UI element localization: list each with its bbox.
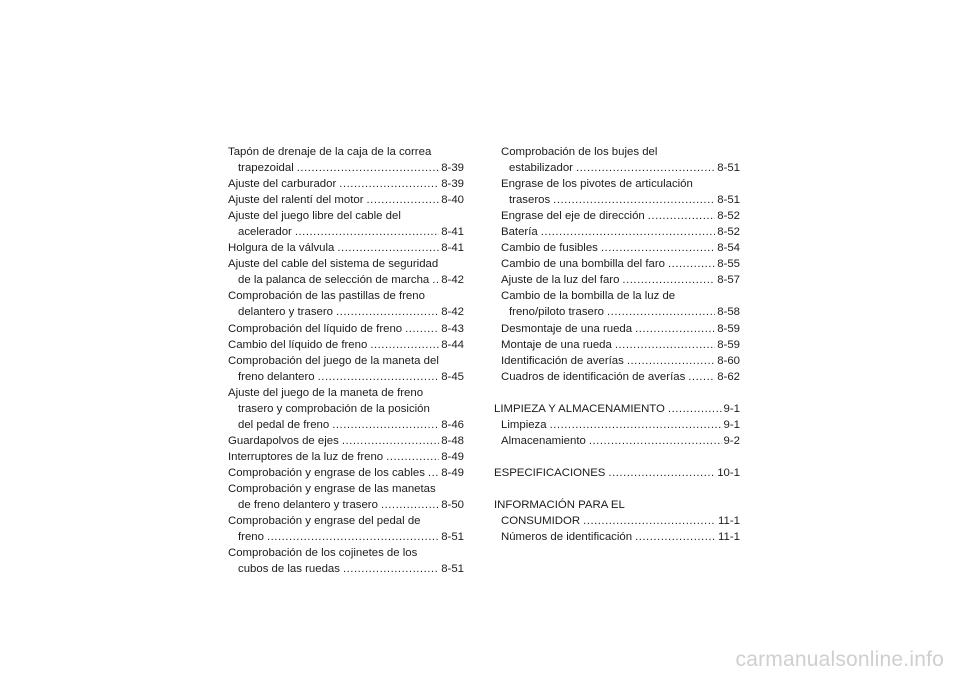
- toc-entry-text: Desmontaje de una rueda: [501, 322, 633, 335]
- toc-page-number: 10-1: [717, 466, 740, 479]
- dot-leader: [645, 208, 715, 224]
- toc-entry-text: de la palanca de selección de marcha: [238, 274, 430, 287]
- toc-page-number: 8-42: [441, 274, 464, 287]
- toc-page-number: 8-50: [441, 499, 464, 512]
- dot-leader: [580, 513, 716, 529]
- toc-entry[interactable]: [228, 208, 464, 240]
- toc-entry[interactable]: [228, 192, 464, 208]
- toc-right-column: [494, 144, 740, 545]
- toc-page-number: 8-42: [441, 306, 464, 319]
- dot-leader: [605, 465, 715, 481]
- toc-entry-text: estabilizador: [509, 162, 573, 175]
- watermark: carmanualsonline.info: [735, 648, 944, 671]
- dot-leader: [292, 224, 439, 240]
- toc-entry-text: Comprobación del líquido de freno: [228, 322, 403, 335]
- toc-entry-line: [228, 497, 464, 513]
- toc-entry-text: Identificación de averías: [501, 354, 624, 367]
- toc-entry-line: [494, 208, 740, 224]
- toc-entry-text: Tapón de drenaje de la caja de la correa: [228, 146, 432, 158]
- toc-entry-line: [228, 353, 464, 369]
- toc-entry-text: Comprobación y engrase del pedal de: [228, 515, 421, 528]
- dot-leader: [665, 256, 715, 272]
- toc-page-number: 8-40: [441, 194, 464, 207]
- toc-entry-text: freno/piloto trasero: [509, 306, 604, 319]
- toc-entry-line: [494, 176, 740, 192]
- section-spacer: [494, 385, 740, 401]
- toc-entry-text: LIMPIEZA Y ALMACENAMIENTO: [494, 402, 665, 415]
- toc-entry-line: [494, 529, 740, 545]
- toc-page-number: 8-45: [441, 370, 464, 383]
- dot-leader: [367, 337, 439, 353]
- toc-entry-text: Ajuste del carburador: [228, 178, 337, 191]
- dot-leader: [402, 321, 439, 337]
- toc-entry-text: Comprobación y engrase de los cables: [228, 466, 425, 479]
- dot-leader: [336, 176, 439, 192]
- toc-entry[interactable]: [228, 433, 464, 449]
- toc-entry-line: [228, 561, 464, 577]
- toc-entry-text: Comprobación de las pastillas de freno: [228, 290, 425, 303]
- toc-entry-text: Ajuste de la luz del faro: [501, 274, 620, 287]
- toc-entry[interactable]: [494, 176, 740, 208]
- toc-entry[interactable]: [494, 256, 740, 272]
- toc-entry[interactable]: [494, 369, 740, 385]
- toc-entry-text: Montaje de una rueda: [501, 338, 612, 351]
- toc-page-number: 8-59: [717, 338, 740, 351]
- toc-entry-line: [228, 321, 464, 337]
- toc-page-number: 8-39: [441, 178, 464, 191]
- toc-entry-line: [494, 433, 740, 449]
- dot-leader: [586, 433, 722, 449]
- toc-page-number: 8-51: [717, 162, 740, 175]
- toc-page-number: 8-60: [717, 354, 740, 367]
- toc-entry-text: ESPECIFICACIONES: [494, 466, 606, 479]
- toc-entry-text: Batería: [501, 226, 538, 239]
- toc-entry-line: [228, 160, 464, 176]
- toc-entry-text: cubos de las ruedas: [238, 563, 340, 576]
- toc-entry-line: [494, 401, 740, 417]
- toc-page-number: 8-51: [717, 194, 740, 207]
- toc-page-number: 8-59: [717, 322, 740, 335]
- dot-leader: [624, 353, 715, 369]
- dot-leader: [598, 240, 715, 256]
- toc-entry-line: [494, 417, 740, 433]
- toc-page-number: 8-44: [441, 338, 464, 351]
- toc-entry-line: [494, 513, 740, 529]
- toc-entry-line: [494, 497, 740, 513]
- toc-entry[interactable]: [494, 321, 740, 337]
- toc-page-number: 8-57: [717, 274, 740, 287]
- toc-entry-line: [228, 208, 464, 224]
- toc-page-number: 8-51: [441, 563, 464, 576]
- toc-page-number: 8-41: [441, 226, 464, 239]
- toc-entry[interactable]: [494, 272, 740, 288]
- toc-entry-text: Limpieza: [501, 418, 547, 431]
- toc-entry-line: [228, 224, 464, 240]
- toc-page-number: 8-48: [441, 434, 464, 447]
- toc-entry[interactable]: [228, 337, 464, 353]
- toc-entry-text: Interruptores de la luz de freno: [228, 450, 384, 463]
- dot-leader: [294, 160, 439, 176]
- toc-entry-text: Ajuste del juego libre del cable del: [228, 210, 401, 223]
- toc-page-number: 9-2: [723, 434, 740, 447]
- toc-entry-text: Cambio de la bombilla de la luz de: [501, 290, 676, 303]
- toc-page-number: 8-54: [717, 242, 740, 255]
- toc-entry[interactable]: [228, 353, 464, 385]
- toc-entry-line: [494, 369, 740, 385]
- toc-entry[interactable]: [494, 208, 740, 224]
- toc-entry-line: [494, 465, 740, 481]
- toc-entry-text: de freno delantero y trasero: [238, 499, 378, 512]
- toc-entry[interactable]: [228, 240, 464, 256]
- toc-entry[interactable]: [494, 433, 740, 449]
- dot-leader: [429, 272, 439, 288]
- toc-entry-text: trasero y comprobación de la posición: [238, 402, 430, 415]
- toc-entry[interactable]: [228, 465, 464, 481]
- toc-entry-line: [228, 433, 464, 449]
- toc-entry-line: [228, 256, 464, 272]
- toc-entry[interactable]: [494, 529, 740, 545]
- toc-entry-text: delantero y trasero: [238, 306, 333, 319]
- toc-entry-line: [228, 417, 464, 433]
- section-spacer: [494, 481, 740, 497]
- toc-entry[interactable]: [228, 176, 464, 192]
- toc-page-number: 8-55: [717, 258, 740, 271]
- dot-leader: [425, 465, 439, 481]
- toc-entry-line: [494, 272, 740, 288]
- toc-entry-text: Ajuste del juego de la maneta de freno: [228, 386, 424, 399]
- toc-entry-text: Cambio de una bombilla del faro: [501, 258, 665, 271]
- toc-entry[interactable]: [228, 513, 464, 545]
- toc-entry[interactable]: [494, 288, 740, 320]
- toc-entry-line: [228, 176, 464, 192]
- toc-entry-text: Cambio de fusibles: [501, 242, 598, 255]
- toc-entry-line: [228, 192, 464, 208]
- toc-entry-text: Holgura de la válvula: [228, 242, 335, 255]
- toc-entry-line: [228, 337, 464, 353]
- dot-leader: [383, 449, 439, 465]
- toc-entry-line: [228, 401, 464, 417]
- toc-entry-text: Comprobación de los bujes del: [501, 146, 658, 158]
- dot-leader: [333, 304, 439, 320]
- toc-entry-line: [494, 144, 740, 160]
- toc-entry-text: Comprobación del juego de la maneta del: [228, 354, 439, 367]
- dot-leader: [340, 561, 439, 577]
- toc-entry-line: [228, 369, 464, 385]
- toc-page-number: 8-58: [717, 306, 740, 319]
- toc-page-number: 8-62: [717, 370, 740, 383]
- toc-entry-text: trapezoidal: [238, 162, 294, 175]
- toc-entry[interactable]: [228, 449, 464, 465]
- toc-page-number: 8-52: [717, 226, 740, 239]
- toc-entry[interactable]: [228, 481, 464, 513]
- dot-leader: [264, 529, 439, 545]
- dot-leader: [339, 433, 439, 449]
- toc-entry[interactable]: [228, 256, 464, 288]
- toc-entry-line: [228, 385, 464, 401]
- toc-entry-line: [494, 256, 740, 272]
- toc-entry-text: Cambio del líquido de freno: [228, 338, 368, 351]
- toc-page-number: 8-39: [441, 162, 464, 175]
- dot-leader: [604, 304, 715, 320]
- toc-entry-line: [228, 272, 464, 288]
- toc-entry[interactable]: [228, 288, 464, 320]
- toc-entry-text: Ajuste del ralentí del motor: [228, 194, 364, 207]
- dot-leader: [329, 417, 439, 433]
- toc-entry[interactable]: [228, 144, 464, 176]
- toc-chapter-entry[interactable]: [494, 401, 740, 417]
- dot-leader: [619, 272, 715, 288]
- toc-left-column: [228, 144, 464, 577]
- dot-leader: [665, 401, 722, 417]
- dot-leader: [685, 369, 715, 385]
- toc-entry-text: traseros: [509, 194, 551, 207]
- toc-entry-line: [494, 192, 740, 208]
- toc-entry[interactable]: [228, 545, 464, 577]
- toc-page-number: 9-1: [723, 418, 740, 431]
- dot-leader: [632, 529, 716, 545]
- toc-entry-line: [494, 240, 740, 256]
- dot-leader: [632, 321, 715, 337]
- dot-leader: [573, 160, 715, 176]
- toc-entry-text: freno: [238, 531, 264, 544]
- toc-page-number: 8-46: [441, 418, 464, 431]
- toc-entry-line: [494, 160, 740, 176]
- toc-entry-line: [494, 353, 740, 369]
- toc-entry-line: [494, 304, 740, 320]
- toc-entry[interactable]: [494, 224, 740, 240]
- toc-entry[interactable]: [228, 321, 464, 337]
- toc-entry-text: Ajuste del cable del sistema de seguridad: [228, 258, 439, 271]
- dot-leader: [315, 369, 440, 385]
- section-spacer: [494, 449, 740, 465]
- toc-entry-text: Engrase del eje de dirección: [501, 210, 645, 223]
- dot-leader: [334, 240, 439, 256]
- toc-entry-text: CONSUMIDOR: [501, 515, 581, 528]
- toc-entry-text: Almacenamiento: [501, 434, 586, 447]
- toc-entry-line: [228, 304, 464, 320]
- dot-leader: [550, 192, 715, 208]
- dot-leader: [538, 224, 715, 240]
- toc-entry[interactable]: [494, 240, 740, 256]
- toc-entry-line: [494, 321, 740, 337]
- toc-entry-line: [228, 513, 464, 529]
- toc-page-number: 8-49: [441, 466, 464, 479]
- toc-page-number: 11-1: [718, 515, 740, 528]
- toc-entry-line: [228, 449, 464, 465]
- toc-entry-line: [228, 481, 464, 497]
- toc-entry-line: [228, 545, 464, 561]
- toc-entry-line: [228, 529, 464, 545]
- toc-page-number: 8-52: [717, 210, 740, 223]
- toc-page-number: 9-1: [723, 402, 740, 415]
- toc-page-number: 8-49: [441, 450, 464, 463]
- toc-entry-text: del pedal de freno: [238, 418, 330, 431]
- toc-entry-text: freno delantero: [238, 370, 315, 383]
- toc-entry-line: [228, 144, 464, 160]
- dot-leader: [378, 497, 439, 513]
- toc-entry-line: [494, 224, 740, 240]
- toc-entry-line: [228, 240, 464, 256]
- dot-leader: [547, 417, 722, 433]
- toc-entry-line: [228, 288, 464, 304]
- toc-entry-text: INFORMACIÓN PARA EL: [494, 499, 625, 512]
- toc-entry[interactable]: [494, 353, 740, 369]
- toc-entry-line: [494, 337, 740, 353]
- toc-page-number: 8-41: [441, 242, 464, 255]
- toc-entry-text: Comprobación y engrase de las manetas: [228, 482, 436, 495]
- toc-entry[interactable]: [228, 385, 464, 433]
- toc-page-number: 8-43: [441, 322, 464, 335]
- toc-page-number: 8-51: [441, 531, 464, 544]
- toc-page-number: 11-1: [718, 531, 740, 544]
- toc-entry-text: Cuadros de identificación de averías: [501, 370, 686, 383]
- toc-entry[interactable]: [494, 144, 740, 176]
- toc-entry-line: [494, 288, 740, 304]
- toc-entry[interactable]: [494, 417, 740, 433]
- toc-entry-text: Engrase de los pivotes de articulación: [501, 178, 693, 191]
- toc-entry-text: acelerador: [238, 226, 292, 239]
- toc-entry-line: [228, 465, 464, 481]
- dot-leader: [364, 192, 440, 208]
- toc-entry-text: Comprobación de los cojinetes de los: [228, 547, 418, 560]
- toc-chapter-entry[interactable]: [494, 497, 740, 529]
- toc-entry-text: Guardapolvos de ejes: [228, 434, 339, 447]
- dot-leader: [612, 337, 715, 353]
- toc-entry-text: Números de identificación: [501, 531, 633, 544]
- toc-entry[interactable]: [494, 337, 740, 353]
- toc-chapter-entry[interactable]: [494, 465, 740, 481]
